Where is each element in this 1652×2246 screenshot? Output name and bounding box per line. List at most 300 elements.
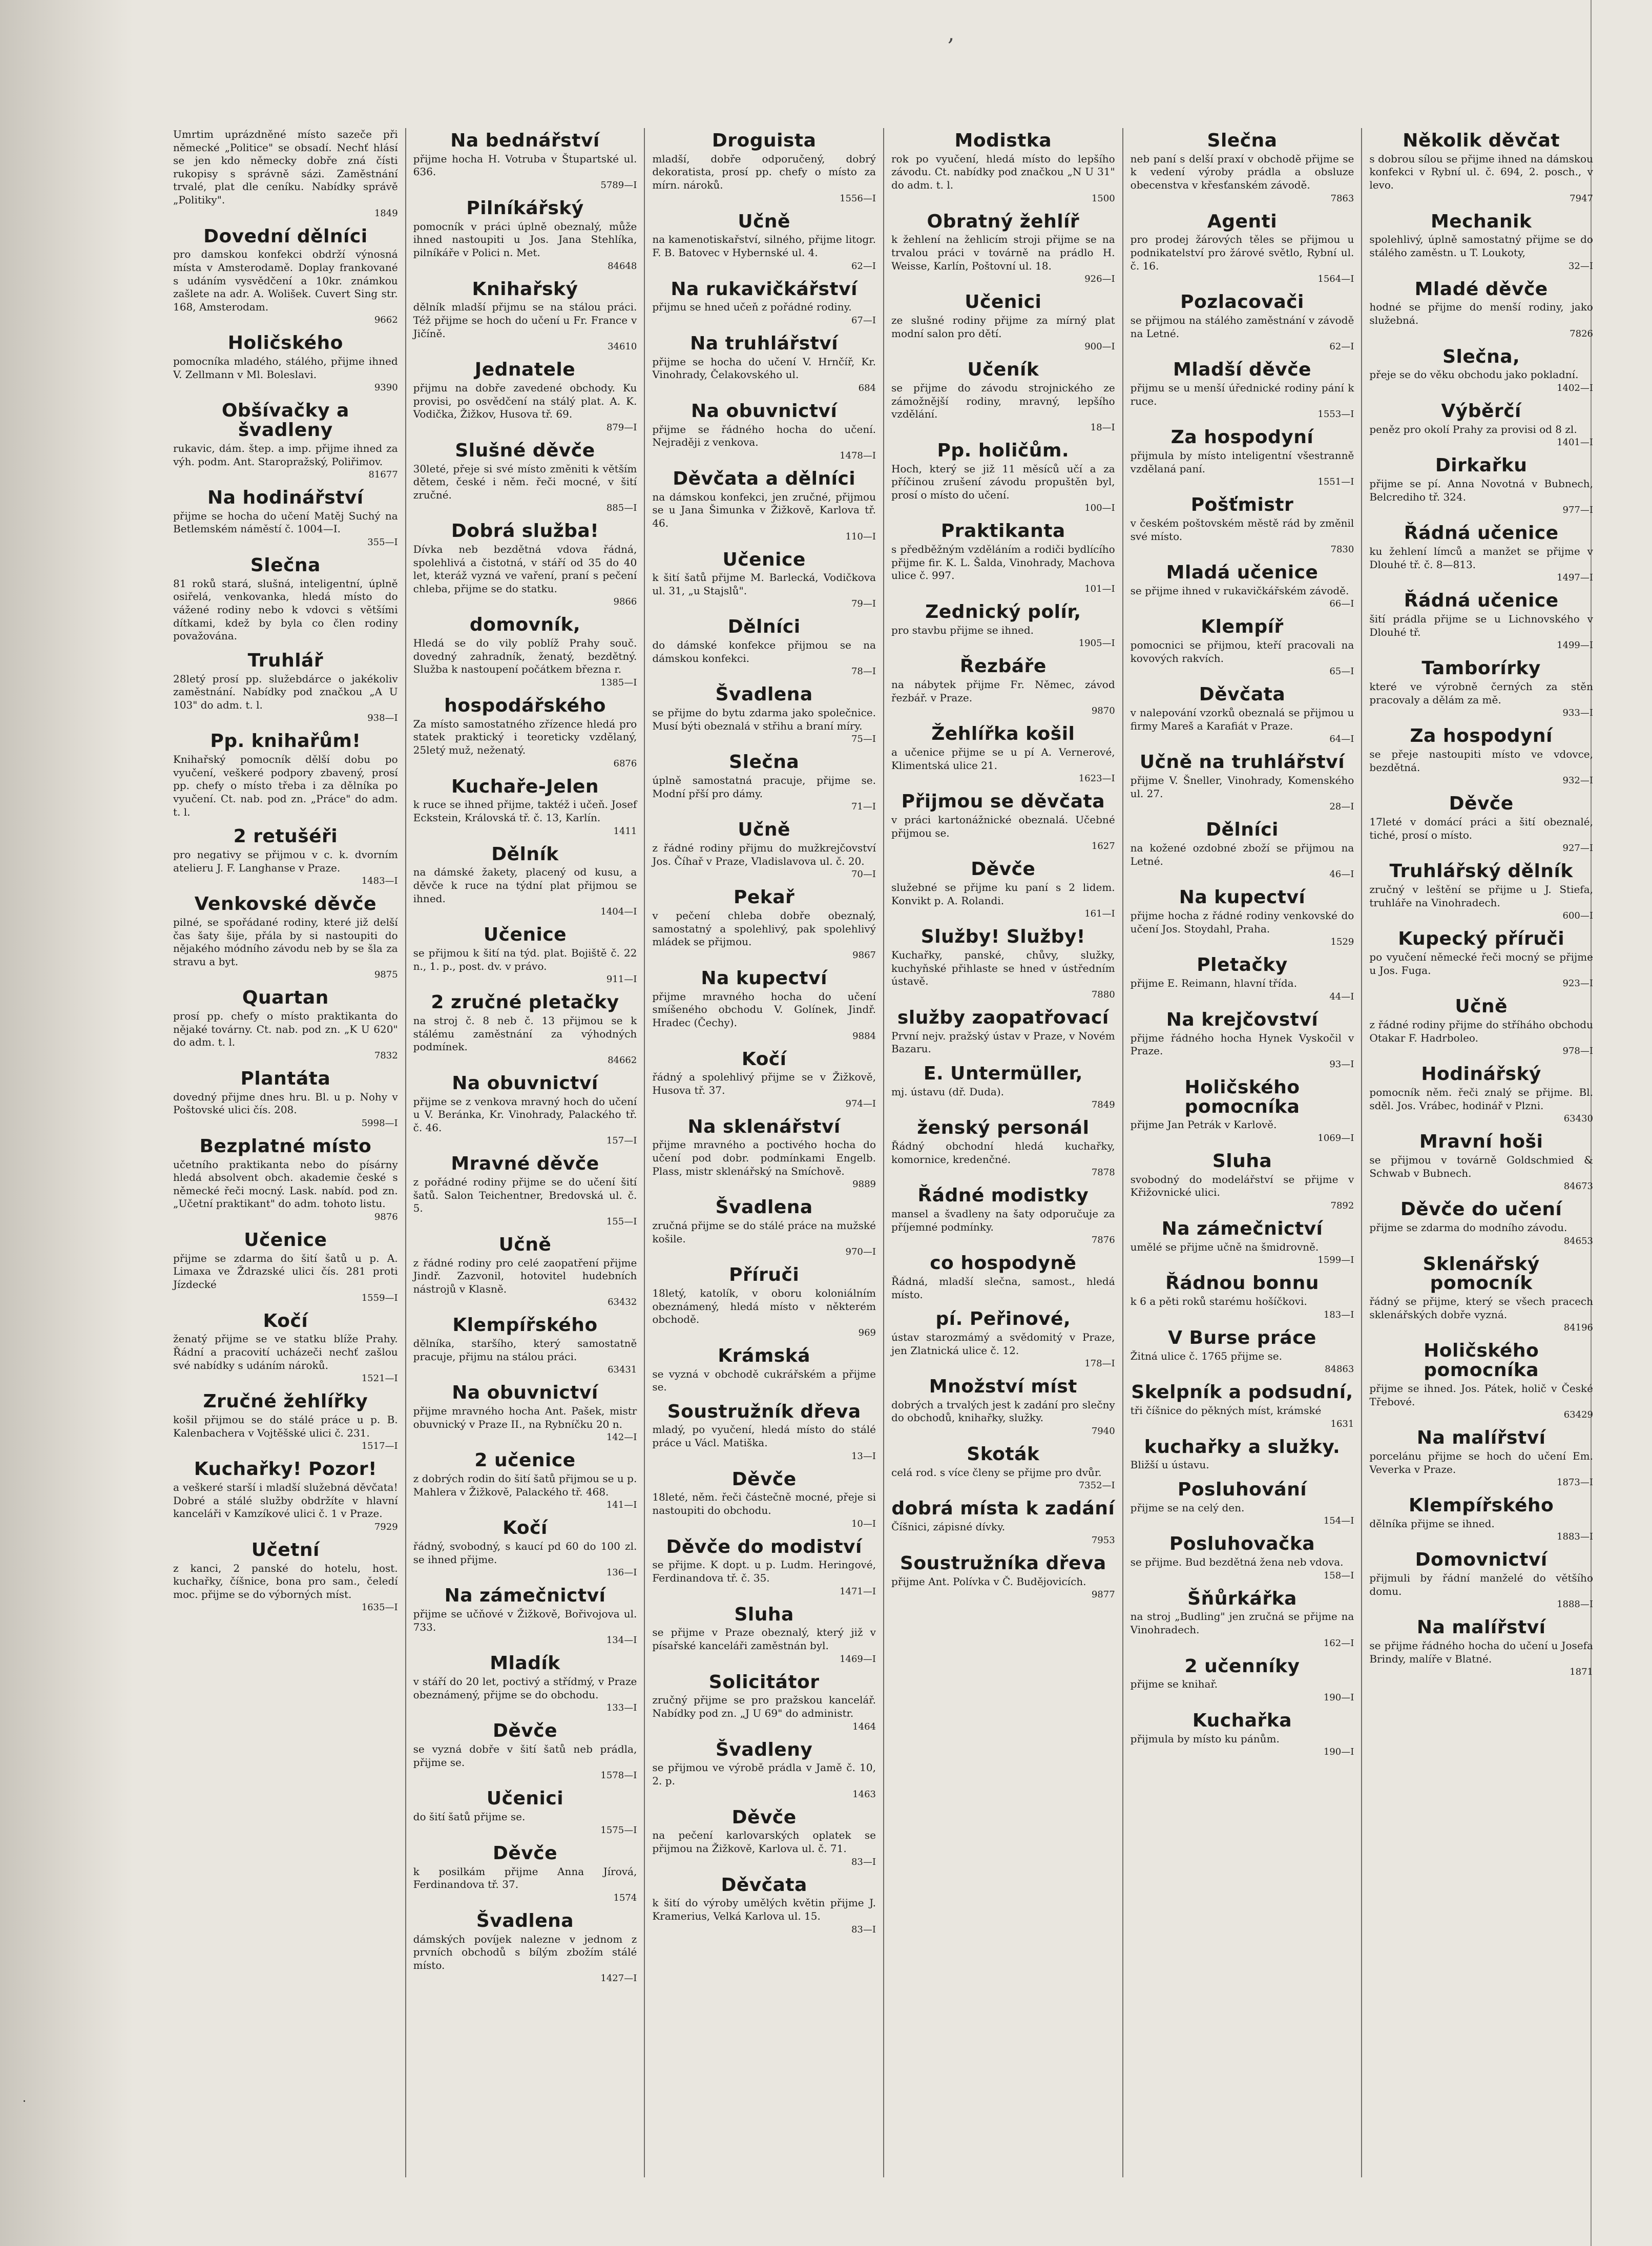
classified-ad xyxy=(173,1392,398,1451)
ad-text: Knihařský pomocník dělší dobu po vyučení, veškeré podpory zbavený, prosí pp. chefy o místo třeba i za dělníka po vyučení. Ct. nab. pod zn. „Práce" do adm. t. l. xyxy=(173,753,398,818)
ad-text: přijme hocha H. Votruba v Štupartské ul. 636. xyxy=(413,152,637,178)
ad-text: na pečení karlovarských oplatek se přijmou na Žižkově, Karlova ul. č. 71. xyxy=(652,1829,876,1855)
classified-ad xyxy=(173,651,398,724)
ad-reference-number: 63431 xyxy=(608,1364,637,1376)
ad-text: 17leté v domácí práci a šití obeznalé, tiché, prosí o místo. xyxy=(1369,816,1593,841)
classified-ad xyxy=(413,1654,637,1713)
classified-ad xyxy=(652,1673,876,1732)
ad-reference-number: 1627 xyxy=(1091,841,1115,852)
ad-text: v nalepování vzorků obeznalá se přijmou u firmy Mareš a Karafiát v Praze. xyxy=(1130,706,1354,732)
classified-ad xyxy=(1369,726,1593,786)
ad-heading: Kočí xyxy=(263,1310,308,1332)
ad-reference-number: 110—I xyxy=(845,531,876,542)
ad-heading: Dirkařku xyxy=(1435,455,1528,476)
ad-heading: Slušné děvče xyxy=(455,440,595,461)
classified-ad xyxy=(413,360,637,433)
ad-reference-number: 1469—I xyxy=(840,1653,876,1665)
ad-heading: Klempířského xyxy=(1409,1495,1554,1516)
ad-text: dělníka, staršího, který samostatně pracuje, přijmu na stálou práci. xyxy=(413,1337,637,1363)
ad-reference-number: 1551—I xyxy=(1318,476,1354,488)
ad-reference-number: 78—I xyxy=(851,666,876,677)
ad-heading: Pekař xyxy=(734,887,795,908)
classified-ad xyxy=(652,1605,876,1665)
ad-reference-number: 13—I xyxy=(851,1450,876,1462)
ad-text: přijme řádného hocha Hynek Vyskočil v Praze. xyxy=(1130,1031,1354,1057)
classified-ad xyxy=(891,1445,1115,1491)
ad-text: přijme E. Reimann, hlavní třída. xyxy=(1130,977,1297,990)
classified-ad xyxy=(413,696,637,769)
classified-ad xyxy=(1131,1078,1354,1143)
ad-reference-number: 9870 xyxy=(1091,705,1115,717)
ad-text: se přijme ihned v rukavičkářském závodě. xyxy=(1130,584,1349,597)
classified-ad xyxy=(413,993,637,1066)
ad-reference-number: 1497—I xyxy=(1557,572,1593,584)
classified-ad xyxy=(1369,402,1593,448)
classified-ad xyxy=(891,1377,1115,1437)
ad-text: přijmu se hned učeň z pořádné rodiny. xyxy=(652,301,852,314)
ad-heading: Mladší děvče xyxy=(1173,359,1311,381)
ad-text: v práci kartonážnické obeznalá. Učebné přijmou se. xyxy=(891,814,1115,839)
ad-text: se přijme. K dopt. u p. Ludm. Heringové, Ferdinandova tř. č. 35. xyxy=(652,1558,876,1585)
ad-text: 18leté, něm. řeči částečně mocné, přeje si nastoupiti do obchodu. xyxy=(652,1491,876,1517)
classified-ad xyxy=(1369,280,1593,339)
ad-text: ústav starozmámý a svědomitý v Praze, jen Zlatnická ulice č. 12. xyxy=(891,1330,1115,1357)
ad-text: na dámskou konfekci, jen zručné, přijmou se u Jana Šimunka v Žižkově, Karlova tř. 46. xyxy=(652,490,876,529)
ad-heading: Děvče xyxy=(492,1842,557,1864)
ad-text: pro prodej žárových těles se přijmou u podnikatelství pro žárové světlo, Rybní ul. č. 16. xyxy=(1130,233,1354,272)
classified-ad xyxy=(1131,1480,1354,1526)
ad-reference-number: 75—I xyxy=(851,734,876,745)
classified-ad xyxy=(173,556,398,643)
ad-text: zručný v leštění se přijme u J. Stiefa, truhláře na Vinohradech. xyxy=(1369,883,1593,909)
ad-heading: Holičského xyxy=(227,332,343,354)
classified-ad xyxy=(173,334,398,393)
ad-reference-number: 64—I xyxy=(1329,734,1354,745)
ad-heading: Na hodinářství xyxy=(207,487,364,509)
ad-text: přeje se do věku obchodu jako pokladní. xyxy=(1369,368,1579,381)
classified-ad xyxy=(1369,1341,1593,1420)
ad-reference-number: 134—I xyxy=(606,1635,637,1646)
ad-reference-number: 7892 xyxy=(1330,1200,1354,1211)
classified-ad xyxy=(652,280,876,326)
ad-heading: Řezbáře xyxy=(959,656,1047,677)
ad-heading: Děvče do modiství xyxy=(666,1536,862,1557)
ad-heading: Děvčata xyxy=(1199,684,1286,705)
ad-reference-number: 6876 xyxy=(613,758,637,769)
classified-ad xyxy=(652,1876,876,1935)
ad-reference-number: 1401—I xyxy=(1557,437,1593,448)
ad-text: přijme mravného a poctivého hocha do učení pod dobr. podmínkami Engelb. Plass, mistr sklenářský na Smíchově. xyxy=(652,1138,876,1177)
ad-heading: Dobrá služba! xyxy=(451,521,599,542)
ad-reference-number: 178—I xyxy=(1084,1358,1115,1369)
classified-ad xyxy=(173,1231,398,1303)
ad-text: mladý, po vyučení, hledá místo do stálé práce u Václ. Matiška. xyxy=(652,1423,876,1449)
ad-heading: Zednický polír, xyxy=(925,601,1081,622)
ad-heading: Na kupectví xyxy=(701,968,827,989)
ad-reference-number: 79—I xyxy=(851,598,876,610)
classified-ad xyxy=(1369,1065,1593,1124)
ad-text: na kamenotiskařství, silného, přijme litogr. F. B. Batovec v Hybernské ul. 4. xyxy=(652,233,876,259)
ad-heading: Děvče xyxy=(971,859,1036,880)
ad-heading: Na malířství xyxy=(1416,1427,1546,1449)
ad-reference-number: 162—I xyxy=(1323,1637,1354,1649)
ad-text: dělníka přijme se ihned. xyxy=(1369,1517,1495,1530)
classified-ad xyxy=(1131,1328,1354,1375)
ad-heading: Učetní xyxy=(251,1539,320,1561)
classified-ad xyxy=(652,131,876,204)
ad-text: Řádný obchodní hledá kuchařky, komornice, kredenčné. xyxy=(891,1139,1115,1166)
ad-heading: Holičského pomocníka xyxy=(1184,1076,1300,1117)
ad-text: řádný, svobodný, s kaucí pd 60 do 100 zl. se ihned přijme. xyxy=(413,1540,637,1566)
ad-text: svobodný do modelářství se přijme v Křižovnické ulici. xyxy=(1130,1173,1354,1199)
ad-reference-number: 938—I xyxy=(367,713,398,724)
ad-reference-number: 84653 xyxy=(1563,1235,1593,1246)
ad-reference-number: 1402—I xyxy=(1557,382,1593,393)
ad-reference-number: 10—I xyxy=(851,1518,876,1529)
ad-text: z kanci, 2 panské do hotelu, host. kuchařky, číšnice, bona pro sam., čeledí moc. přijme se do výborných míst. xyxy=(173,1562,398,1600)
ad-reference-number: 101—I xyxy=(1084,583,1115,594)
classified-ad xyxy=(413,1383,637,1443)
ad-heading: služby zaopatřovací xyxy=(897,1007,1109,1028)
classified-ad xyxy=(1131,1438,1354,1472)
ad-text: zručný přijme se pro pražskou kancelář. Nabídky pod zn. „J U 69" do administr. xyxy=(652,1694,876,1720)
ad-heading: Na truhlářství xyxy=(690,332,839,354)
ad-reference-number: 9884 xyxy=(852,1030,876,1042)
ad-reference-number: 93—I xyxy=(1329,1058,1354,1070)
classified-ad xyxy=(1131,293,1354,352)
classified-ad xyxy=(891,792,1115,851)
classified-ad xyxy=(652,1740,876,1800)
ad-heading: 2 retušéři xyxy=(233,826,338,847)
ad-text: přijme se řádného hocha do učení. Nejraději z venkova. xyxy=(652,423,876,449)
ad-heading: Švadlena xyxy=(715,684,813,705)
ad-reference-number: 932—I xyxy=(1562,775,1593,786)
ad-reference-number: 7826 xyxy=(1570,328,1593,339)
ad-reference-number: 1849 xyxy=(374,207,398,219)
ad-reference-number: 63429 xyxy=(1563,1409,1593,1421)
column-3 xyxy=(644,128,883,2177)
column-5 xyxy=(1122,128,1362,2177)
ad-heading: Na sklenářství xyxy=(687,1116,841,1137)
classified-ad xyxy=(891,293,1115,352)
ad-heading: E. Untermüller, xyxy=(923,1063,1083,1084)
ad-heading: Klempíř xyxy=(1201,616,1284,638)
ad-text: přijme se knihař. xyxy=(1130,1678,1218,1691)
ad-text: peněz pro okolí Prahy za provisi od 8 zl. xyxy=(1369,423,1577,435)
ad-text: ze slušné rodiny přijme za mírný plat modní salon pro dětí. xyxy=(891,314,1115,340)
ad-reference-number: 885—I xyxy=(606,503,637,514)
ad-text: se přijme. Bud bezdětná žena neb vdova. xyxy=(1130,1556,1344,1569)
ad-reference-number: 63432 xyxy=(608,1297,637,1308)
ad-reference-number: 926—I xyxy=(1084,274,1115,285)
classified-ad xyxy=(652,1198,876,1257)
ad-text: k posilkám přijme Anna Jírová, Ferdinandova tř. 37. xyxy=(413,1865,637,1891)
ad-text: se přijme v Praze obeznalý, který již v písařské kanceláři zaměstnán byl. xyxy=(652,1626,876,1652)
ad-heading: Dělník xyxy=(491,843,559,865)
ad-reference-number: 9875 xyxy=(374,969,398,981)
classified-ad xyxy=(413,199,637,272)
ad-reference-number: 7953 xyxy=(1091,1534,1115,1546)
classified-ad xyxy=(891,1186,1115,1245)
classified-ad xyxy=(413,1586,637,1646)
ad-heading: Na obuvnictví xyxy=(452,1382,598,1404)
ad-reference-number: 190—I xyxy=(1323,1692,1354,1703)
ad-reference-number: 1905—I xyxy=(1078,638,1115,649)
ad-heading: Pp. knihařům! xyxy=(210,731,361,752)
classified-ad xyxy=(891,657,1115,716)
ad-reference-number: 7947 xyxy=(1570,193,1593,204)
column-2 xyxy=(405,128,644,2177)
classified-ad xyxy=(1131,131,1354,204)
classified-ad xyxy=(1131,1657,1354,1703)
ad-heading: Venkovské děvče xyxy=(194,893,377,915)
ad-reference-number: 7849 xyxy=(1091,1099,1115,1111)
ad-reference-number: 32—I xyxy=(1568,260,1593,272)
classified-ad xyxy=(413,1844,637,1903)
ad-heading: Obšívačky a švadleny xyxy=(221,400,349,441)
ad-heading: domovník, xyxy=(469,614,581,636)
ad-heading: Učně xyxy=(1455,996,1508,1017)
classified-ad xyxy=(1131,1383,1354,1429)
ad-heading: dobrá místa k zadání xyxy=(891,1498,1115,1520)
ad-reference-number: 1631 xyxy=(1330,1418,1354,1429)
ad-text: se vyzná v obchodě cukrářském a přijme se. xyxy=(652,1367,876,1394)
ad-heading: Na bednářství xyxy=(450,130,600,151)
classified-ad xyxy=(652,212,876,272)
ad-reference-number: 141—I xyxy=(606,1500,637,1511)
ad-reference-number: 7832 xyxy=(374,1050,398,1061)
ad-heading: Švadleny xyxy=(716,1739,813,1760)
ad-text: hodné se přijme do menší rodiny, jako služebná. xyxy=(1369,301,1593,326)
classified-ad xyxy=(413,845,637,918)
ad-text: porcelánu přijme se hoch do učení Em. Veverka v Praze. xyxy=(1369,1449,1593,1475)
ad-reference-number: 84673 xyxy=(1563,1181,1593,1192)
ad-reference-number: 7880 xyxy=(1091,989,1115,1000)
classified-ad xyxy=(413,280,637,352)
ad-heading: Mravní hoši xyxy=(1419,1131,1543,1153)
classified-ad xyxy=(1369,862,1593,921)
ad-reference-number: 65—I xyxy=(1329,666,1354,677)
ad-reference-number: 157—I xyxy=(606,1135,637,1147)
classified-ad xyxy=(1131,1010,1354,1070)
ad-heading: Mechanik xyxy=(1430,211,1532,232)
ad-reference-number: 62—I xyxy=(1329,341,1354,352)
ad-text: ku žehlení límců a manžet se přijme v Dlouhé tř. č. 8—813. xyxy=(1369,545,1593,571)
classified-ad xyxy=(652,1470,876,1529)
ad-heading: Slečna xyxy=(729,752,800,773)
ad-heading: 2 zručné pletačky xyxy=(431,992,619,1013)
ad-reference-number: 933—I xyxy=(1562,708,1593,719)
ad-text: do dámské konfekce přijmou se na dámskou konfekci. xyxy=(652,639,876,664)
ad-heading: Na rukavičkářství xyxy=(671,278,858,300)
ad-reference-number: 1529 xyxy=(1330,937,1354,948)
classified-ad xyxy=(891,724,1115,784)
classified-ad xyxy=(1131,563,1354,609)
classified-ad xyxy=(1131,1589,1354,1649)
ad-heading: Učně xyxy=(738,211,790,232)
ad-text: pomocník v práci úplně obeznalý, může ihned nastoupiti u Jos. Jana Stehlíka, pilníkáře v Polici n. Met. xyxy=(413,220,637,259)
classified-ad xyxy=(413,615,637,688)
classified-ad xyxy=(1131,360,1354,420)
ad-heading: Mladé děvče xyxy=(1414,278,1548,300)
ad-reference-number: 1471—I xyxy=(840,1586,876,1597)
classified-ad xyxy=(652,334,876,393)
ad-reference-number: 684 xyxy=(858,382,876,393)
classified-ad xyxy=(1131,1152,1354,1211)
classified-ad xyxy=(652,1265,876,1338)
ad-reference-number: 71—I xyxy=(851,801,876,813)
ad-heading: Švadlena xyxy=(476,1910,574,1931)
classified-ad xyxy=(173,1137,398,1222)
classified-ad xyxy=(1369,1550,1593,1610)
ad-text: přijmu na dobře zavedené obchody. Ku provisi, po osvědčení na stálý plat. A. K. Vodička, Žižkov, Husova tř. 69. xyxy=(413,381,637,421)
ad-reference-number: 84863 xyxy=(1325,1364,1354,1375)
ad-reference-number: 84648 xyxy=(608,260,637,272)
ad-heading: Děvčata xyxy=(721,1874,807,1896)
ad-heading: Posluhovačka xyxy=(1169,1533,1315,1555)
ad-text: mj. ústavu (dř. Duda). xyxy=(891,1085,1004,1098)
ad-heading: Agenti xyxy=(1207,211,1278,232)
ad-text: Bližší u ústavu. xyxy=(1130,1459,1209,1471)
ad-reference-number: 923—I xyxy=(1562,978,1593,989)
ad-heading: Učenici xyxy=(965,292,1042,313)
classified-ad xyxy=(413,1789,637,1835)
ad-heading: Kočí xyxy=(741,1048,787,1070)
ad-text: úplně samostatná pracuje, přijme se. Modní přší pro dámy. xyxy=(652,774,876,800)
ad-reference-number: 44—I xyxy=(1329,991,1354,1002)
ad-text: se přeje nastoupiti místo ve vdovce, bezdětná. xyxy=(1369,748,1593,774)
ad-text: dovedný přijme dnes hru. Bl. u p. Nohy v Poštovské ulici čís. 208. xyxy=(173,1090,398,1116)
ad-heading: Krámská xyxy=(718,1345,810,1366)
ad-heading: Truhlář xyxy=(247,650,324,671)
ad-reference-number: 5789—I xyxy=(600,179,637,191)
ad-heading: Slečna xyxy=(250,555,321,576)
ad-text: Hledá se do vily poblíž Prahy souč. dovedný zahradník, ženatý, bezdětný. Služba k nastoupení počátkem března r. xyxy=(413,637,637,676)
ad-text: tři číšnice do pěkných míst, krámské xyxy=(1130,1404,1322,1417)
ad-heading: Služby! Služby! xyxy=(921,926,1085,948)
classified-ad xyxy=(891,441,1115,514)
ad-reference-number: 879—I xyxy=(606,422,637,433)
classified-ad xyxy=(413,1235,637,1308)
ad-reference-number: 158—I xyxy=(1323,1570,1354,1581)
ad-reference-number: 1599—I xyxy=(1318,1255,1354,1266)
ad-text: v českém poštovském městě rád by změnil své místo. xyxy=(1130,516,1354,543)
ad-text: přijme Jan Petrák v Karlově. xyxy=(1130,1118,1277,1131)
ad-reference-number: 1464 xyxy=(852,1721,876,1732)
ad-text: s předběžným vzděláním a rodiči bydlícího přijme fir. K. L. Šalda, Vinohrady, Machova ulice č. 997. xyxy=(891,543,1115,582)
classified-ad xyxy=(652,1346,876,1394)
ad-reference-number: 7878 xyxy=(1091,1167,1115,1178)
ad-heading: Mravné děvče xyxy=(451,1153,599,1175)
classified-ad xyxy=(1369,997,1593,1056)
ad-reference-number: 1623—I xyxy=(1078,773,1115,784)
ad-heading: Na zámečnictví xyxy=(1161,1218,1323,1239)
ad-text: na dámské žakety, placený od kusu, a děvče k ruce na týdní plat přijmou se ihned. xyxy=(413,866,637,905)
classified-ad xyxy=(1131,888,1354,947)
classified-ad xyxy=(173,1312,398,1384)
ad-heading: Holičského pomocníka xyxy=(1424,1340,1539,1381)
ad-reference-number: 1463 xyxy=(852,1789,876,1800)
ad-reference-number: 34610 xyxy=(608,341,637,352)
classified-ad xyxy=(891,1064,1115,1110)
classified-ad xyxy=(652,969,876,1042)
ad-heading: Sluha xyxy=(1212,1150,1272,1172)
ad-text: v stáří do 20 let, poctivý a střídmý, v Praze obeznámený, přijme se do obchodu. xyxy=(413,1675,637,1701)
classified-ad xyxy=(1369,1255,1593,1334)
classified-ad xyxy=(652,1050,876,1109)
classified-ad xyxy=(1369,131,1593,204)
ad-reference-number: 900—I xyxy=(1084,341,1115,352)
ad-heading: Řádnou bonnu xyxy=(1165,1273,1319,1294)
classified-ad xyxy=(1131,1534,1354,1580)
ad-reference-number: 7352—I xyxy=(1078,1480,1115,1491)
ad-text: s dobrou sílou se přijme ihned na dámskou konfekci v Rybní ul. č. 694, 2. posch., v levo. xyxy=(1369,152,1593,191)
ad-text: rukavic, dám. štep. a imp. přijme ihned za výh. podm. Ant. Staropražský, Poliřimov. xyxy=(173,442,398,468)
classified-ad xyxy=(891,522,1115,594)
ad-text: z řádné rodiny přijmu do mužkrejčovství Jos. Číhař v Praze, Vladislavova ul. č. 20. xyxy=(652,842,876,867)
ad-text: pomocníka mladého, stálého, přijme ihned V. Zellmann v Ml. Boleslavi. xyxy=(173,355,398,381)
classified-ad xyxy=(413,925,637,985)
ad-heading: Modistka xyxy=(954,130,1052,151)
ad-heading: Na obuvnictví xyxy=(691,400,838,422)
ad-heading: Kočí xyxy=(503,1517,548,1539)
ad-reference-number: 100—I xyxy=(1084,503,1115,514)
ad-reference-number: 1521—I xyxy=(361,1373,398,1384)
ad-heading: Soustružník dřeva xyxy=(667,1401,861,1422)
classified-ad xyxy=(891,1309,1115,1369)
ad-heading: Děvče xyxy=(492,1720,557,1742)
classified-ad xyxy=(891,1254,1115,1301)
classified-ad xyxy=(413,522,637,607)
classified-ad xyxy=(413,1154,637,1227)
ad-text: zručná přijme se do stálé práce na mužské košile. xyxy=(652,1219,876,1245)
ad-heading: Učně xyxy=(738,819,790,841)
ad-heading: Soustružníka dřeva xyxy=(900,1552,1106,1574)
ad-text: na stroj „Budling" jen zručná se přijme na Vinohradech. xyxy=(1130,1610,1354,1636)
ad-text: do šití šatů přijme se. xyxy=(413,1811,526,1823)
ad-heading: Zručné žehlířky xyxy=(203,1391,368,1412)
ad-text: z řádné rodiny pro celé zaopatření přijme Jindř. Zazvonil, hotovitel hudebních nástrojů v Klasně. xyxy=(413,1256,637,1295)
classified-ad xyxy=(1369,1428,1593,1488)
ad-reference-number: 190—I xyxy=(1323,1746,1354,1758)
ad-reference-number: 155—I xyxy=(606,1216,637,1227)
ad-reference-number: 9390 xyxy=(374,382,398,393)
ad-reference-number: 1517—I xyxy=(361,1441,398,1452)
ad-text: řádný a spolehlivý přijme se v Žižkově, Husova tř. 37. xyxy=(652,1071,876,1096)
ad-text: z dobrých rodin do šití šatů přijmou se u p. Mahlera v Žižkově, Palackého tř. 468. xyxy=(413,1472,637,1498)
classified-ad xyxy=(652,1117,876,1190)
ad-heading: Pilníkářský xyxy=(466,197,584,219)
classified-ad xyxy=(652,617,876,677)
classified-ad xyxy=(1131,1219,1354,1265)
ad-reference-number: 1559—I xyxy=(361,1292,398,1303)
ad-heading: Posluhování xyxy=(1177,1479,1307,1500)
ad-reference-number: 977—I xyxy=(1562,505,1593,516)
classified-ad xyxy=(173,128,398,219)
ad-text: pro negativy se přijmou v c. k. dvorním atelieru J. F. Langhanse v Praze. xyxy=(173,848,398,874)
ad-heading: Solicitátor xyxy=(708,1671,820,1693)
ad-heading: Množství míst xyxy=(929,1376,1077,1398)
ad-heading: Plantáta xyxy=(240,1068,331,1089)
ad-reference-number: 1575—I xyxy=(600,1824,637,1836)
ad-reference-number: 7940 xyxy=(1091,1426,1115,1437)
classified-ad xyxy=(173,895,398,980)
ad-heading: Za hospodyní xyxy=(1170,427,1314,448)
ad-heading: Klempířského xyxy=(452,1315,598,1336)
ad-heading: Tamborírky xyxy=(1421,658,1541,679)
ad-reference-number: 1427—I xyxy=(600,1973,637,1984)
ad-text: přijmula by místo ku pánům. xyxy=(1130,1732,1280,1745)
